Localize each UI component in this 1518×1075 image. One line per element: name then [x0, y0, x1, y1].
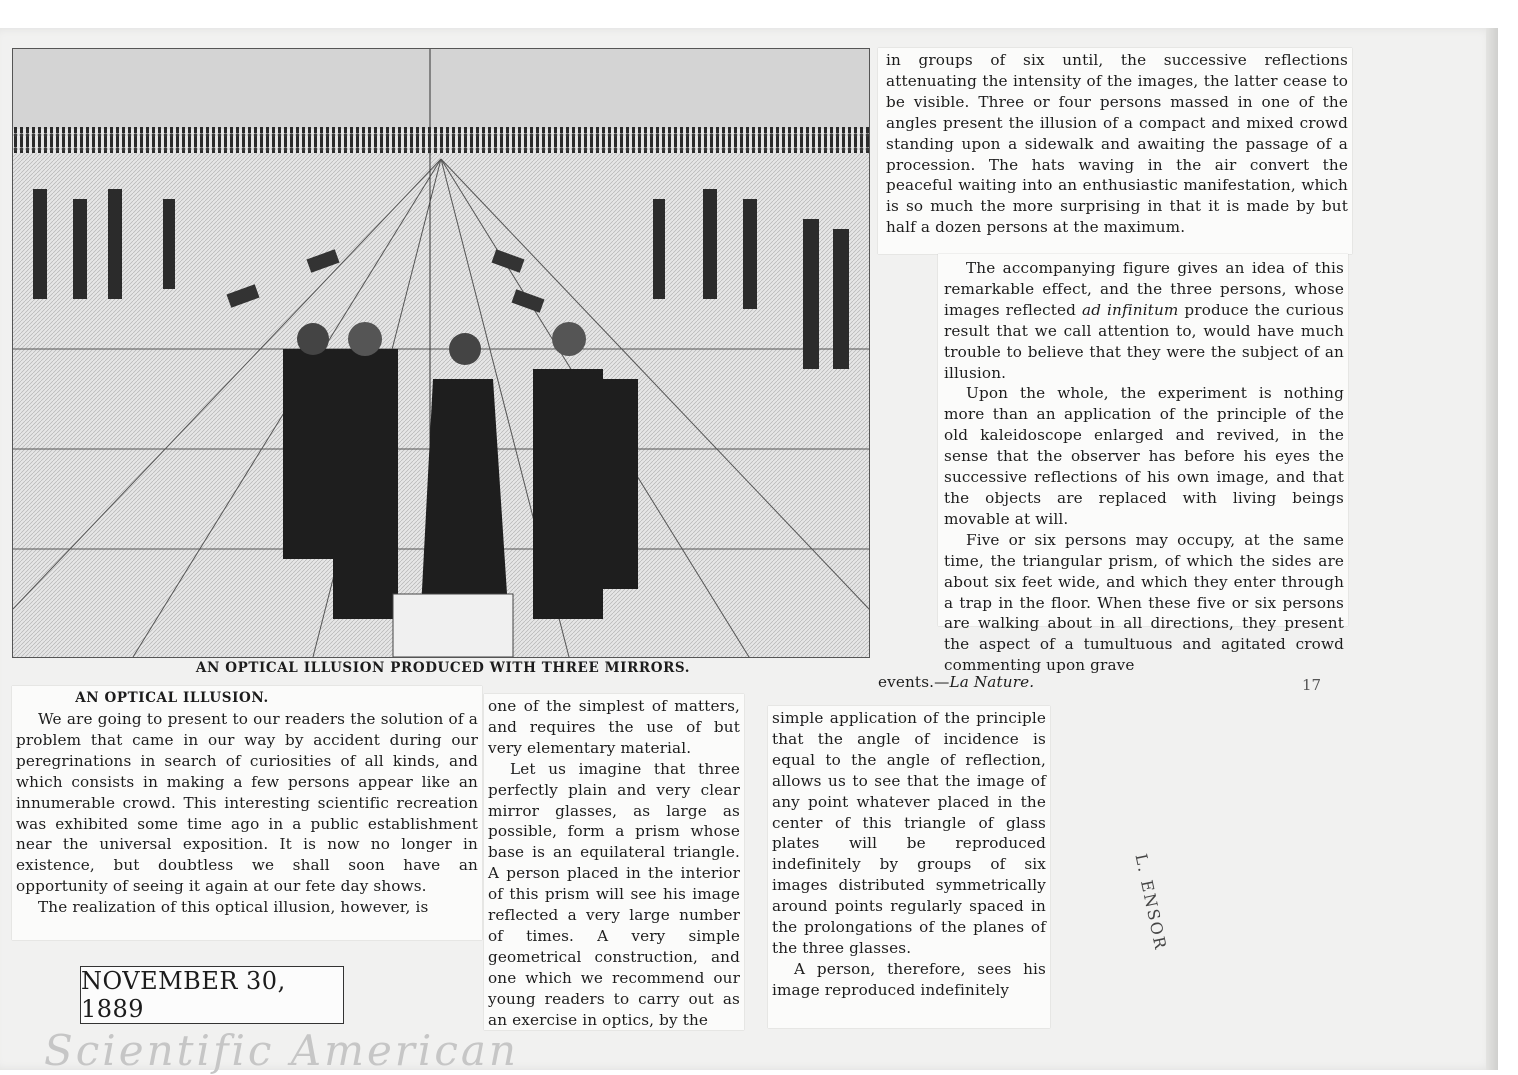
right-p2-italic: ad infinitum [1082, 300, 1179, 319]
engraving-caption: AN OPTICAL ILLUSION PRODUCED WITH THREE MIRRORS. [195, 660, 691, 676]
col3-paragraph-2: A person, therefore, sees his image reproduced indefinitely [772, 959, 1046, 999]
right-p2-before: The accompanying figure gives an idea of this remarkable effect, and the three persons, whose images reflected [944, 259, 1344, 319]
col2-paragraph-2: Let us imagine that three perfectly plain and very clear mirror glasses, as large as possible, form a prism whose base is an equilateral triangle. A person placed in the interior of this prism will see his image reflected a very large number of times. A very simple geometrical construction, and one which we recommend our young readers to carry out as an exercise in optics, by the [488, 759, 740, 1029]
article-clipping-column-3 [768, 706, 1050, 1028]
col3-paragraph-1: simple application of the principle that the angle of incidence is equal to the angle of reflection, allows us to see that the image of any point whatever placed in the center of this triangle of glass plates will be reproduced indefinitely by groups of six images distributed symmetrically around points regularly spaced in the prolongations of the planes of the three glasses. [772, 709, 1046, 957]
col1-paragraph-1: We are going to present to our readers the solution of a problem that came in our way by accident during our peregrinations in search of curiosities of all kinds, and which consists in making a few persons appear like an innumerable crowd. This interesting scientific recreation was exhibited some time ago in a public establishment near the universal exposition. It is now no longer in existence, but doubtless we shall soon have an opportunity of seeing it again at our fete day shows. [16, 710, 478, 896]
article-clipping-right-middle [938, 254, 1348, 675]
board-edge [1486, 28, 1498, 1070]
right-paragraph-end [878, 672, 1034, 693]
article-clipping-column-1 [12, 686, 482, 940]
date-clipping: NOVEMBER 30, 1889 [80, 966, 344, 1024]
col2-paragraph-1: one of the simplest of matters, and requires the use of but very elementary material. [488, 697, 740, 757]
right-source: La Nature. [949, 673, 1035, 691]
article-heading: AN OPTICAL ILLUSION. [75, 690, 269, 706]
ensor-stamp: L. ENSOR [1131, 852, 1171, 953]
corner-mark: 17 [1302, 676, 1322, 694]
pencil-annotation: Scientific American [44, 1026, 519, 1075]
right-p2-after: produce the curious result that we call attention to, would have much trouble to believe that they were the subject of an illusion. [944, 300, 1344, 382]
right-end-text: events.— [878, 673, 950, 691]
article-clipping-column-2 [484, 694, 744, 1030]
col1-paragraph-2: The realization of this optical illusion, however, is [38, 898, 429, 917]
article-clipping-right-tail [876, 618, 1346, 692]
right-paragraph-3: Upon the whole, the experiment is nothing more than an application of the principle of the old kaleidoscope enlarged and revived, in the sense that the observer has before his eyes the successive reflections of his own image, and that the objects are replaced with living beings movable at will. [944, 384, 1344, 528]
right-paragraph-1: in groups of six until, the successive reflections attenuating the intensity of the images, the latter cease to be visible. Three or four persons massed in one of the angles present the illusion of a compact and mixed crowd standing upon a sidewalk and awaiting the passage of a procession. The hats waving in the air convert the peaceful waiting into an enthusiastic manifestation, which is so much the more surprising in that it is made by but half a dozen persons at the maximum. [886, 51, 1348, 237]
engraving-drawing [13, 49, 869, 657]
article-clipping-right-upper [878, 48, 1352, 254]
right-paragraph-2 [944, 258, 1344, 383]
right-paragraph-4: Five or six persons may occupy, at the same time, the triangular prism, of which the sides are about six feet wide, and which they enter through a trap in the floor. When these five or six persons are walking about in all directions, they present the aspect of a tumultuous and agitated crowd commenting upon grave [944, 530, 1344, 675]
engraving-illustration [12, 48, 870, 658]
